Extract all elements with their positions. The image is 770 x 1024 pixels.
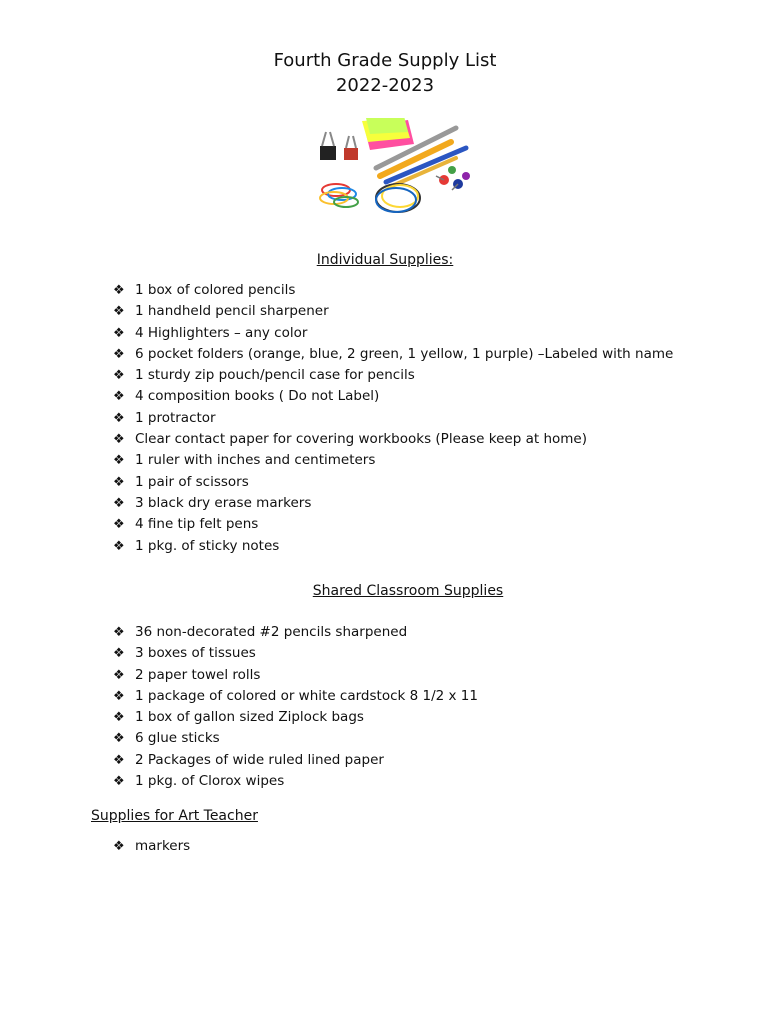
bullet-icon: ❖ (113, 346, 125, 362)
art-teacher-supplies-heading: Supplies for Art Teacher (91, 808, 258, 824)
bullet-icon: ❖ (113, 453, 125, 469)
list-item: ❖ 4 Highlighters – any color (113, 323, 673, 344)
bullet-icon: ❖ (113, 432, 125, 448)
bullet-icon: ❖ (113, 688, 125, 704)
rubber-bands-icon (376, 184, 420, 212)
list-item: ❖ Clear contact paper for covering workbooks (Please keep at home) (113, 429, 673, 450)
shared-supplies-heading: Shared Classroom Supplies (312, 583, 504, 599)
bullet-icon: ❖ (113, 474, 125, 490)
list-item: ❖ 2 paper towel rolls (113, 665, 478, 686)
bullet-icon: ❖ (113, 839, 125, 854)
list-item: ❖ 1 pair of scissors (113, 472, 673, 493)
binder-clip-icon (320, 132, 358, 160)
bullet-icon: ❖ (113, 410, 125, 426)
list-item: ❖ 2 Packages of wide ruled lined paper (113, 750, 478, 771)
list-item: ❖ 1 package of colored or white cardstock 8 1/2 x 11 (113, 686, 478, 707)
bullet-icon: ❖ (113, 538, 125, 554)
art-teacher-supplies-list (113, 836, 190, 857)
individual-supplies-list (113, 280, 673, 557)
list-item: ❖ markers (113, 836, 190, 857)
list-item: ❖ 4 fine tip felt pens (113, 514, 673, 535)
list-item: ❖ 1 protractor (113, 408, 673, 429)
bullet-icon: ❖ (113, 667, 125, 683)
bullet-icon: ❖ (113, 495, 125, 511)
school-year: 2022-2023 (335, 75, 435, 96)
bullet-icon: ❖ (113, 368, 125, 384)
list-item: ❖ 1 pkg. of Clorox wipes (113, 771, 478, 792)
bullet-icon: ❖ (113, 752, 125, 768)
list-item: ❖ 6 glue sticks (113, 728, 478, 749)
push-pins-icon (436, 166, 470, 190)
bullet-icon: ❖ (113, 774, 125, 790)
paper-clips-icon (320, 184, 358, 207)
list-item: ❖ 36 non-decorated #2 pencils sharpened (113, 622, 478, 643)
list-item: ❖ 3 boxes of tissues (113, 643, 478, 664)
list-item: ❖ 1 box of colored pencils (113, 280, 673, 301)
individual-supplies-heading: Individual Supplies: (316, 252, 454, 268)
bullet-icon: ❖ (113, 710, 125, 726)
school-supplies-illustration (306, 118, 480, 218)
page-title: Fourth Grade Supply List (273, 50, 497, 71)
sticky-notes-icon (362, 118, 414, 150)
bullet-icon: ❖ (113, 517, 125, 533)
list-item: ❖ 6 pocket folders (orange, blue, 2 green, 1 yellow, 1 purple) –Labeled with name (113, 344, 673, 365)
list-item: ❖ 1 pkg. of sticky notes (113, 536, 673, 557)
bullet-icon: ❖ (113, 283, 125, 298)
list-item: ❖ 1 handheld pencil sharpener (113, 301, 673, 322)
list-item: ❖ 1 box of gallon sized Ziplock bags (113, 707, 478, 728)
list-item: ❖ 1 ruler with inches and centimeters (113, 450, 673, 471)
bullet-icon: ❖ (113, 625, 125, 640)
bullet-icon: ❖ (113, 731, 125, 747)
shared-supplies-list (113, 622, 478, 792)
list-item: ❖ 3 black dry erase markers (113, 493, 673, 514)
bullet-icon: ❖ (113, 389, 125, 405)
bullet-icon: ❖ (113, 304, 125, 320)
list-item: ❖ 1 sturdy zip pouch/pencil case for pencils (113, 365, 673, 386)
list-item: ❖ 4 composition books ( Do not Label) (113, 386, 673, 407)
bullet-icon: ❖ (113, 646, 125, 662)
bullet-icon: ❖ (113, 325, 125, 341)
